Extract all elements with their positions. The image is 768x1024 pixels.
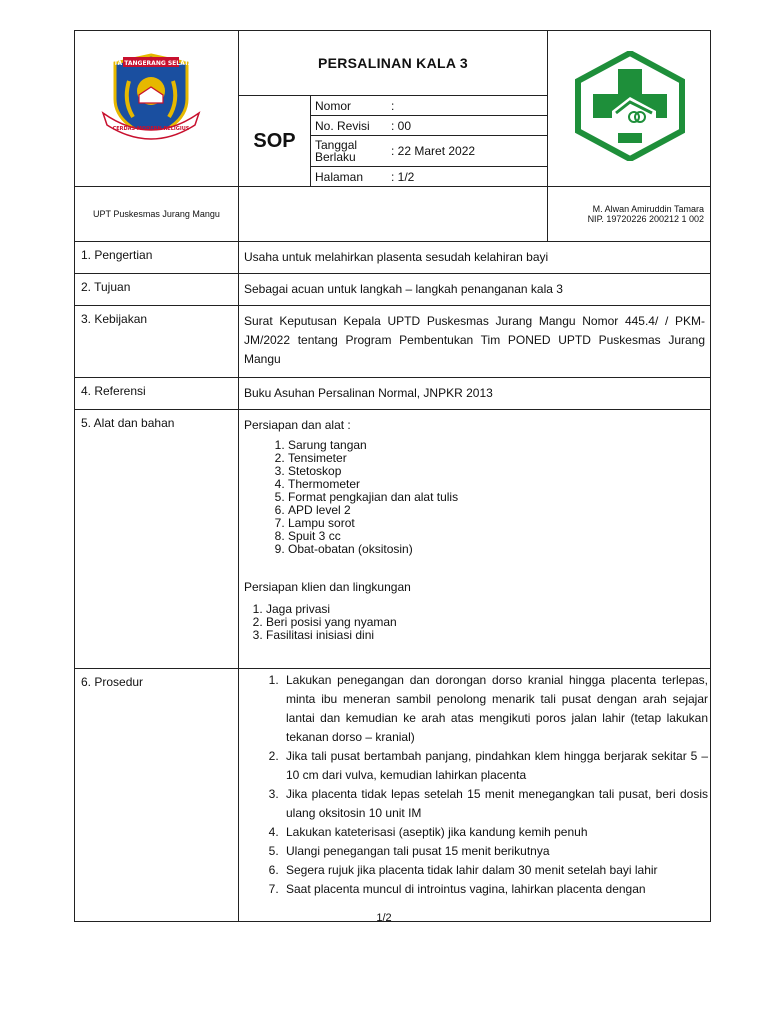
- tangsel-emblem-icon: [99, 51, 203, 143]
- signature-blank-cell: [239, 187, 548, 242]
- list-item: 2. Tensimeter: [288, 452, 705, 465]
- row-content-alat: [239, 410, 711, 669]
- row-label-referensi: 4. Referensi: [75, 378, 239, 410]
- list-item: 5. Ulangi penegangan tali pusat 15 menit berikutnya: [282, 842, 708, 861]
- list-item: 1. Lakukan penegangan dan dorongan dorso kranial hingga placenta terlepas, minta ibu meneran sambil penolong menarik tali pusat dengan arah sejajar lantai dan kemudian ke arah atas mengikuti poros jalan lahir (tetap lakukan tekanan dorso – kranial): [282, 671, 708, 747]
- meta-value: : 00: [387, 116, 547, 136]
- list-item: 4. Lakukan kateterisasi (aseptik) jika kandung kemih penuh: [282, 823, 708, 842]
- right-logo-cell: [548, 31, 711, 187]
- organization-cell: [75, 187, 239, 242]
- alat-intro: Persiapan dan alat :: [244, 418, 351, 432]
- list-item: 3. Fasilitasi inisiasi dini: [266, 629, 705, 642]
- list-item: 7. Saat placenta muncul di introintus vagina, lahirkan placenta dengan: [282, 880, 708, 899]
- row-content-prosedur: [239, 669, 711, 922]
- meta-label: Tanggal Berlaku: [311, 136, 387, 167]
- meta-row-revisi: [311, 116, 547, 136]
- row-label-tujuan: 2. Tujuan: [75, 274, 239, 306]
- list-item: 6. Segera rujuk jika placenta tidak lahir dalam 30 menit setelah bayi lahir: [282, 861, 708, 880]
- signatory-nip: NIP. 19720226 200212 1 002: [587, 214, 705, 224]
- page-number: 1/2: [376, 912, 392, 924]
- list-item: 8. Spuit 3 cc: [288, 530, 705, 543]
- row-label-alat: 5. Alat dan bahan: [75, 410, 239, 669]
- list-item: 2. Beri posisi yang nyaman: [266, 616, 705, 629]
- signatory-cell: [548, 187, 711, 242]
- row-text-referensi: Buku Asuhan Persalinan Normal, JNPKR 2013: [239, 378, 711, 410]
- meta-table: [311, 96, 547, 186]
- emblem-motto-text: CERDAS MODERN RELIGIUS: [112, 126, 190, 132]
- list-item: 2. Jika tali pusat bertambah panjang, pindahkan klem hingga berjarak sekitar 5 – 10 cm dari vulva, kemudian lahirkan placenta: [282, 747, 708, 785]
- alat-list: [244, 439, 705, 556]
- list-item: 6. APD level 2: [288, 504, 705, 517]
- sop-table: [74, 30, 711, 922]
- list-item: 1. Jaga privasi: [266, 603, 705, 616]
- meta-label: Halaman: [315, 169, 364, 184]
- meta-value: :: [387, 96, 547, 116]
- left-logo-cell: [75, 31, 239, 187]
- meta-label: No. Revisi: [311, 116, 387, 136]
- list-item: 9. Obat-obatan (oksitosin): [288, 543, 705, 556]
- meta-row-nomor: [311, 96, 547, 116]
- puskesmas-logo-icon: [572, 51, 688, 161]
- document-title: PERSALINAN KALA 3: [239, 31, 548, 96]
- meta-cell: [311, 96, 548, 187]
- list-item: 1. Sarung tangan: [288, 439, 705, 452]
- row-label-prosedur: 6. Prosedur: [75, 669, 239, 922]
- organization-name: UPT Puskesmas Jurang Mangu: [93, 209, 220, 219]
- row-text-kebijakan: Surat Keputusan Kepala UPTD Puskesmas Jurang Mangu Nomor 445.4/ / PKM-JM/2022 tentang Program Pembentukan Tim PONED UPTD Puskesmas Jurang Mangu: [239, 306, 711, 378]
- meta-value: : 22 Maret 2022: [387, 136, 547, 167]
- list-item: 4. Thermometer: [288, 478, 705, 491]
- list-item: 7. Lampu sorot: [288, 517, 705, 530]
- row-text-pengertian: Usaha untuk melahirkan plasenta sesudah kelahiran bayi: [239, 242, 711, 274]
- sop-label: SOP: [239, 96, 311, 187]
- emblem-top-text: KOTA TANGERANG SELATAN: [104, 60, 198, 67]
- list-item: 3. Jika placenta tidak lepas setelah 15 menit menegangkan tali pusat, beri dosis ulang oksitosin 10 unit IM: [282, 785, 708, 823]
- prosedur-list: [239, 671, 708, 899]
- signatory-name: M. Alwan Amiruddin Tamara: [592, 204, 705, 214]
- meta-value: : 1/2: [391, 169, 415, 184]
- list-item: 3. Stetoskop: [288, 465, 705, 478]
- klien-intro: Persiapan klien dan lingkungan: [244, 580, 411, 594]
- list-item: 5. Format pengkajian dan alat tulis: [288, 491, 705, 504]
- klien-list: [244, 603, 705, 642]
- meta-row-halaman: [311, 167, 547, 187]
- meta-label: Nomor: [311, 96, 387, 116]
- row-text-tujuan: Sebagai acuan untuk langkah – langkah penanganan kala 3: [239, 274, 711, 306]
- row-label-kebijakan: 3. Kebijakan: [75, 306, 239, 378]
- meta-row-tanggal: [311, 136, 547, 167]
- row-label-pengertian: 1. Pengertian: [75, 242, 239, 274]
